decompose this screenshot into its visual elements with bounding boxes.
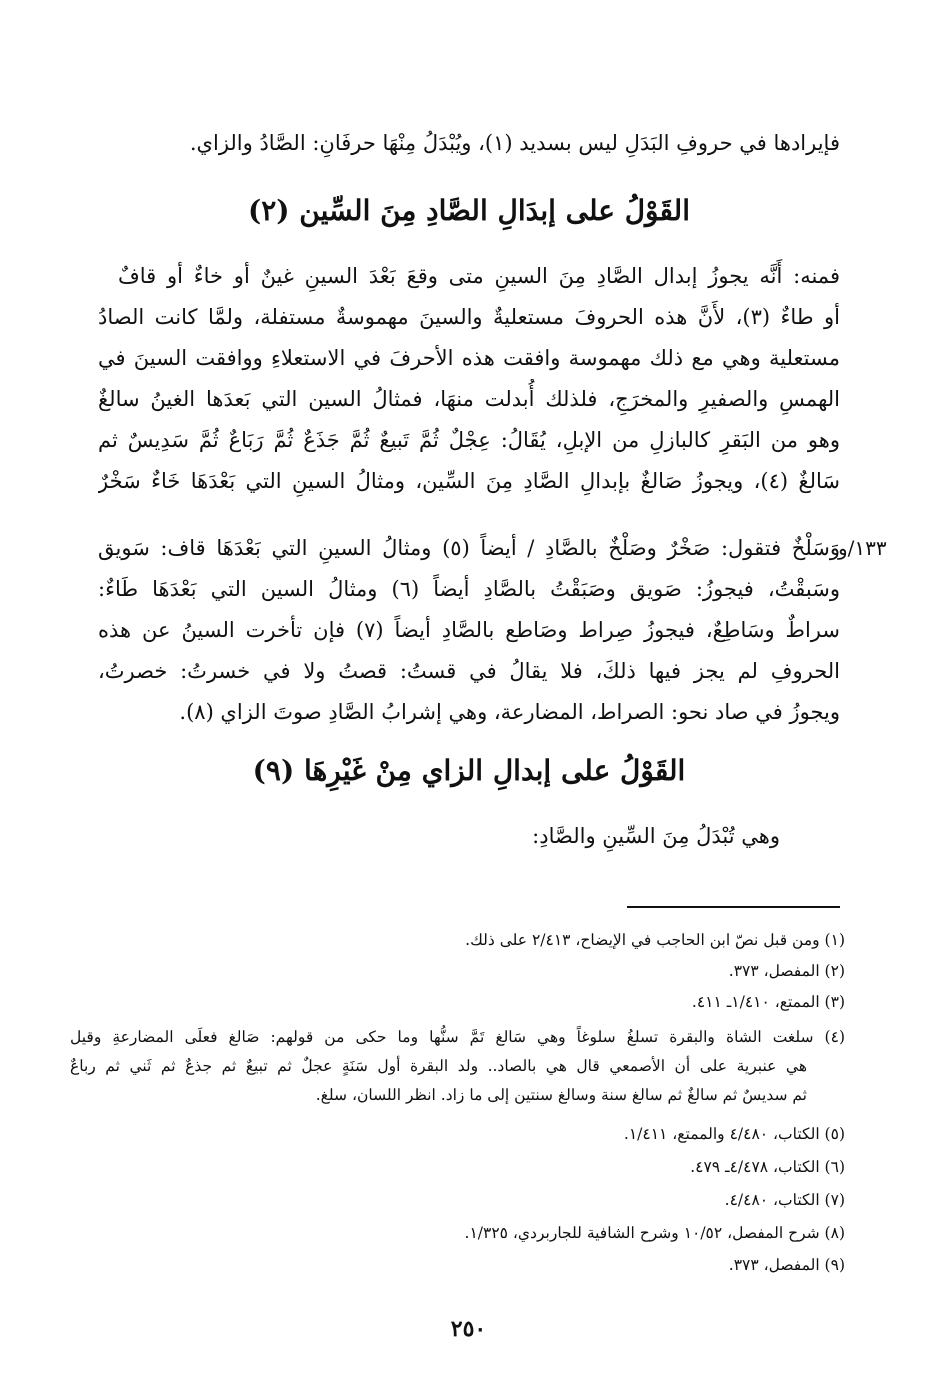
- footnote-6: (٦) الكتاب، ٤/٤٧٨ـ ٤٧٩.: [690, 1158, 845, 1176]
- section-2-line: وهي تُبْدَلُ مِنَ السِّينِ والصَّادِ:: [532, 824, 780, 848]
- footnote-2: (٢) المفصل، ٣٧٣.: [728, 962, 845, 980]
- manuscript-folio-note: ١٣٣/و: [838, 536, 887, 560]
- paragraph-line: وهو من البَقرِ كالبازلِ من الإبلِ، يُقَالُ: عِجْلٌ ثُمَّ تَبيعٌ ثُمَّ جَذَعٌ ثُمَّ رَبَاعٌ ثُمَّ سَدِيسٌ ثم: [98, 428, 840, 452]
- footnote-3: (٣) الممتع، ١/٤١٠ـ ٤١١.: [691, 993, 845, 1011]
- footnote-separator: [627, 906, 840, 908]
- paragraph-line: مستعلية وهي مع ذلك مهموسة وافقت هذه الأحرفَ في الاستعلاءِ ووافقت السينَ في: [98, 346, 840, 370]
- paragraph-line: سراطٌ وسَاطِعٌ، فيجوزُ صِراط وصَاطع بالصَّادِ أيضاً (٧) فإن تأخرت السينُ عن هذه: [98, 618, 840, 642]
- paragraph-line: سَالغٌ (٤)، ويجوزُ صَالغٌ بإبدالِ الصَّادِ مِنَ السِّين، ومثالُ السينِ التي بَعْدَهَا خَاءٌ سَخْرٌ: [98, 469, 840, 493]
- intro-line: فإيرادها في حروفِ البَدَلِ ليس بسديد (١)، ويُبْدَلُ مِنْهَا حرفَانِ: الصَّادُ والزاي.: [189, 131, 840, 155]
- paragraph-line: وَسَلْخٌ فتقول: صَخْرٌ وصَلْخٌ بالصَّادِ / أيضاً (٥) ومثالُ السينِ التي بَعْدَهَا قاف: سَويق: [98, 536, 840, 560]
- footnote-5: (٥) الكتاب، ٤/٤٨٠ والممتع، ١/٤١١.: [623, 1125, 845, 1143]
- footnote-1: (١) ومن قبل نصّ ابن الحاجب في الإيضاح، ٢/٤١٣ على ذلك.: [465, 931, 845, 949]
- page-number: ٢٥٠: [450, 1316, 487, 1342]
- paragraph-line: ويجوزُ في صاد نحو: الصراط، المضارعة، وهي إشرابُ الصَّادِ صوتَ الزاي (٨).: [179, 700, 840, 724]
- heading-zay-from-others: القَوْلُ على إبدالِ الزاي مِنْ غَيْرِهَا (٩): [252, 754, 686, 787]
- heading-sad-from-sin: القَوْلُ على إبدَالِ الصَّادِ مِنَ السِّين (٢): [248, 194, 690, 227]
- paragraph-line: الحروفِ لم يجز فيها ذلكَ، فلا يقالُ في قستُ: قصتُ ولا في خسرتُ: خصرتُ،: [98, 659, 840, 683]
- footnote-7: (٧) الكتاب، ٤/٤٨٠.: [724, 1191, 845, 1209]
- footnote-4-continued: هي عنبرية على أن الأصمعي قال هي بالصاد.. ولد البقرة أول سَنَةٍ عجلٌ ثم تبيعٌ ثم جذعٌ ثم ثَني ثم رباعٌ: [70, 1057, 807, 1075]
- paragraph-line: الهمسِ والصفيرِ والمخرَجِ، فلذلك أُبدلت منهَا، فمثالُ السين التي بَعدَها الغينُ سالغٌ: [98, 387, 840, 411]
- footnote-4-continued: ثم سديسٌ ثم سالغٌ ثم سالغ سنة وسالغ سنتين إلى ما زاد. انظر اللسان، سلغ.: [315, 1086, 807, 1104]
- footnote-9: (٩) المفصل، ٣٧٣.: [728, 1256, 845, 1274]
- footnote-4: (٤) سلغت الشاة والبقرة تسلغُ سلوغاً وهي سَالغ تَمَّ سنُّها وما حكى من قولهم: صَالغ فعلَى المضارعةِ وقيل: [70, 1028, 845, 1046]
- paragraph-line: فمنه: أَنَّه يجوزُ إبدال الصَّادِ مِنَ السينِ متى وقعَ بَعْدَ السينِ غينٌ أو خاءٌ أو قافٌ: [118, 264, 840, 288]
- paragraph-line: أو طاءٌ (٣)، لأَنَّ هذه الحروفَ مستعليةٌ والسينَ مهموسةٌ مستفلة، ولمَّا كانت الصادُ: [98, 305, 840, 329]
- paragraph-line: وسَبقْتُ، فيجوزُ: صَويق وصَبَقْتُ بالصَّادِ أيضاً (٦) ومثالُ السين التي بَعْدَهَا طَاءٌ:: [98, 577, 840, 601]
- footnote-8: (٨) شرح المفصل، ١٠/٥٢ وشرح الشافية للجاربردي، ١/٣٢٥.: [464, 1224, 845, 1242]
